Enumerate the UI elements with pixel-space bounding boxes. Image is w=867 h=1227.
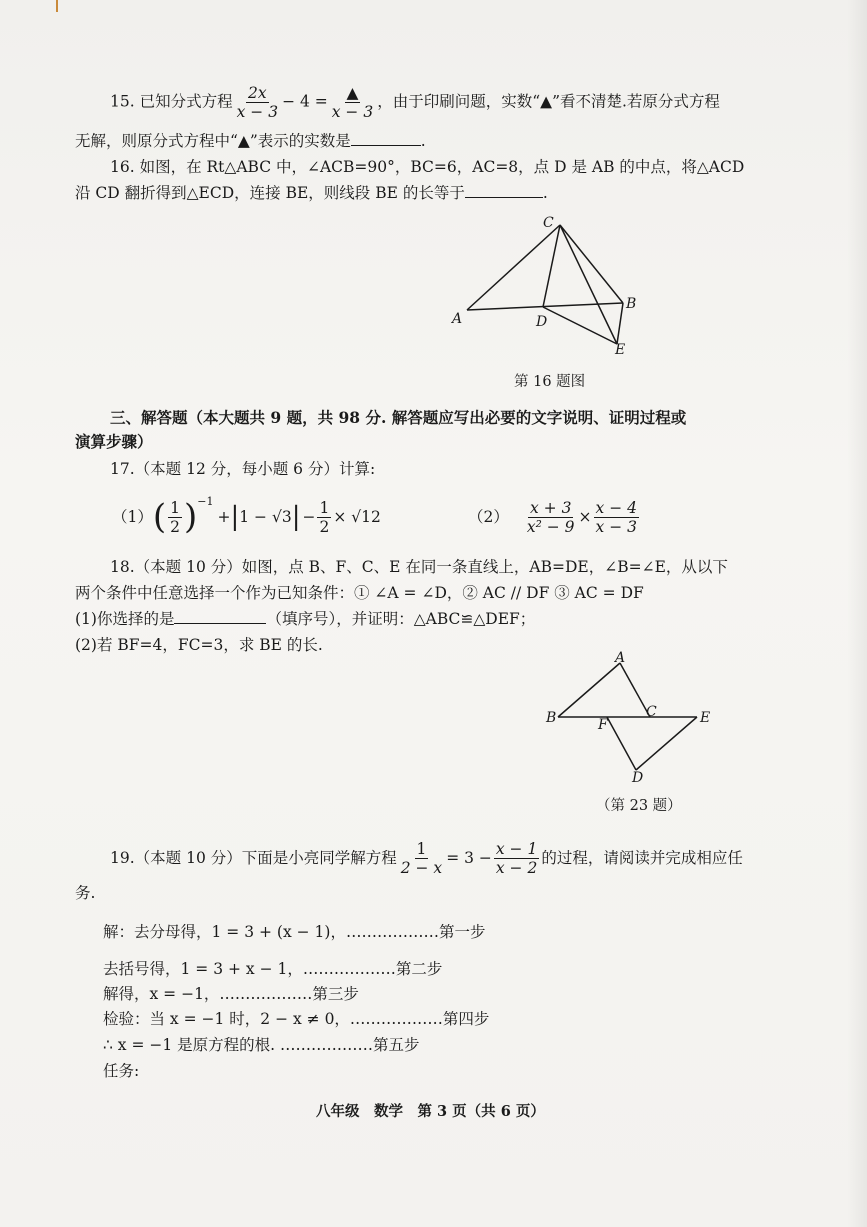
label-b: B <box>626 296 637 312</box>
q15-answer-blank[interactable] <box>351 131 421 146</box>
q15-pre: 已知分式方程 <box>139 92 233 111</box>
q18-line3: (1)你选择的是 （填序号），并证明：△ABC≌△DEF； <box>75 610 536 628</box>
q17-part2: （2） $\frac{x + 3}{\text{x² − 9}}$ × $\frac{x - 4}{x - 3}$ <box>468 498 637 536</box>
q17-part1: （1） ( $\frac{1}{2}$ ) $^{-1}$ + | 1 − √3 | − $\frac{1}{2}$ × √12 <box>112 495 381 537</box>
q15-fraction-1: $\frac{2x}{x - 3}$ <box>236 84 279 121</box>
segment-ba <box>558 663 620 717</box>
q16-answer-blank[interactable] <box>465 183 543 198</box>
q18-figure-caption: （第 23 题） <box>596 798 682 814</box>
q16-figure <box>440 210 650 360</box>
q15-fraction-2: $\frac{▲}{x - 3}$ <box>331 84 374 121</box>
q19-step3: 解得，x = −1，………………第三步 <box>103 985 359 1003</box>
q19-step4: 检验：当 x = −1 时，2 − x ≠ 0，………………第四步 <box>103 1010 490 1028</box>
q17-half: $\frac{1}{2}$ <box>170 498 181 536</box>
q16-figure-caption: 第 16 题图 <box>514 374 586 390</box>
q18-choice-blank[interactable] <box>174 609 266 624</box>
label-e: E <box>615 342 626 358</box>
q19-step1: 解：去分母得，1 = 3 + (x − 1)，………………第一步 <box>103 923 486 941</box>
q18-line1: 18.（本题 10 分）如图，点 B、F、C、E 在同一条直线上，AB=DE，∠B=∠E，从以下 <box>110 558 728 576</box>
segment-fd <box>607 717 636 770</box>
label-c: C <box>646 704 657 720</box>
label-d: D <box>536 314 548 330</box>
q15-line2: 无解，则原分式方程中“▲”表示的实数是 . <box>75 132 426 150</box>
label-f: F <box>598 717 608 733</box>
q19-step5: ∴ x = −1 是原方程的根. ………………第五步 <box>103 1036 420 1054</box>
label-c: C <box>543 215 554 231</box>
section3-line2: 演算步骤） <box>75 432 153 451</box>
q17-title: 17.（本题 12 分，每小题 6 分）计算: <box>110 460 376 478</box>
q18-figure <box>540 650 720 785</box>
page-edge-shadow <box>847 0 867 1227</box>
q19-step2: 去括号得，1 = 3 + x − 1，………………第二步 <box>103 960 443 978</box>
segment-de <box>543 307 617 344</box>
q15-post: ，由于印刷问题，实数“▲”看不清楚.若原分式方程 <box>377 92 720 111</box>
q18-line2: 两个条件中任意选择一个作为已知条件：① ∠A = ∠D，② AC // DF ③ AC = DF <box>75 584 644 602</box>
label-a: A <box>452 311 463 327</box>
q18-line4: (2)若 BF=4，FC=3，求 BE 的长. <box>75 636 323 654</box>
page-footer: 八年级 数学 第 3 页（共 6 页） <box>316 1103 545 1120</box>
label-d: D <box>632 770 644 785</box>
q19-line1: 19.（本题 10 分）下面是小亮同学解方程 $\frac{1}{2 - x}$ = 3 − $\frac{x - 1}{x - 2}$ 的过程，请阅读并完成相应任 <box>110 839 743 877</box>
label-a: A <box>615 650 626 666</box>
label-e: E <box>700 710 711 726</box>
segment-de <box>636 717 697 770</box>
q19-task: 任务: <box>103 1062 140 1080</box>
segment-ac <box>467 225 560 310</box>
q19-line2: 务. <box>75 884 96 902</box>
q15-line1 <box>110 84 720 121</box>
section3-line1: 三、解答题（本大题共 9 题，共 98 分. 解答题应写出必要的文字说明、证明过程或 <box>110 408 687 427</box>
q15-mid: − 4 = <box>282 92 328 111</box>
label-b: B <box>546 710 557 726</box>
q16-line2: 沿 CD 翻折得到△ECD，连接 BE，则线段 BE 的长等于 . <box>75 184 548 202</box>
segment-be <box>617 303 623 344</box>
q15-number: 15. <box>110 92 135 111</box>
scan-artifact <box>56 0 58 12</box>
q16-line1: 16. 如图，在 Rt△ABC 中，∠ACB=90°，BC=6，AC=8，点 D 是 AB 的中点，将△ACD <box>110 158 745 176</box>
